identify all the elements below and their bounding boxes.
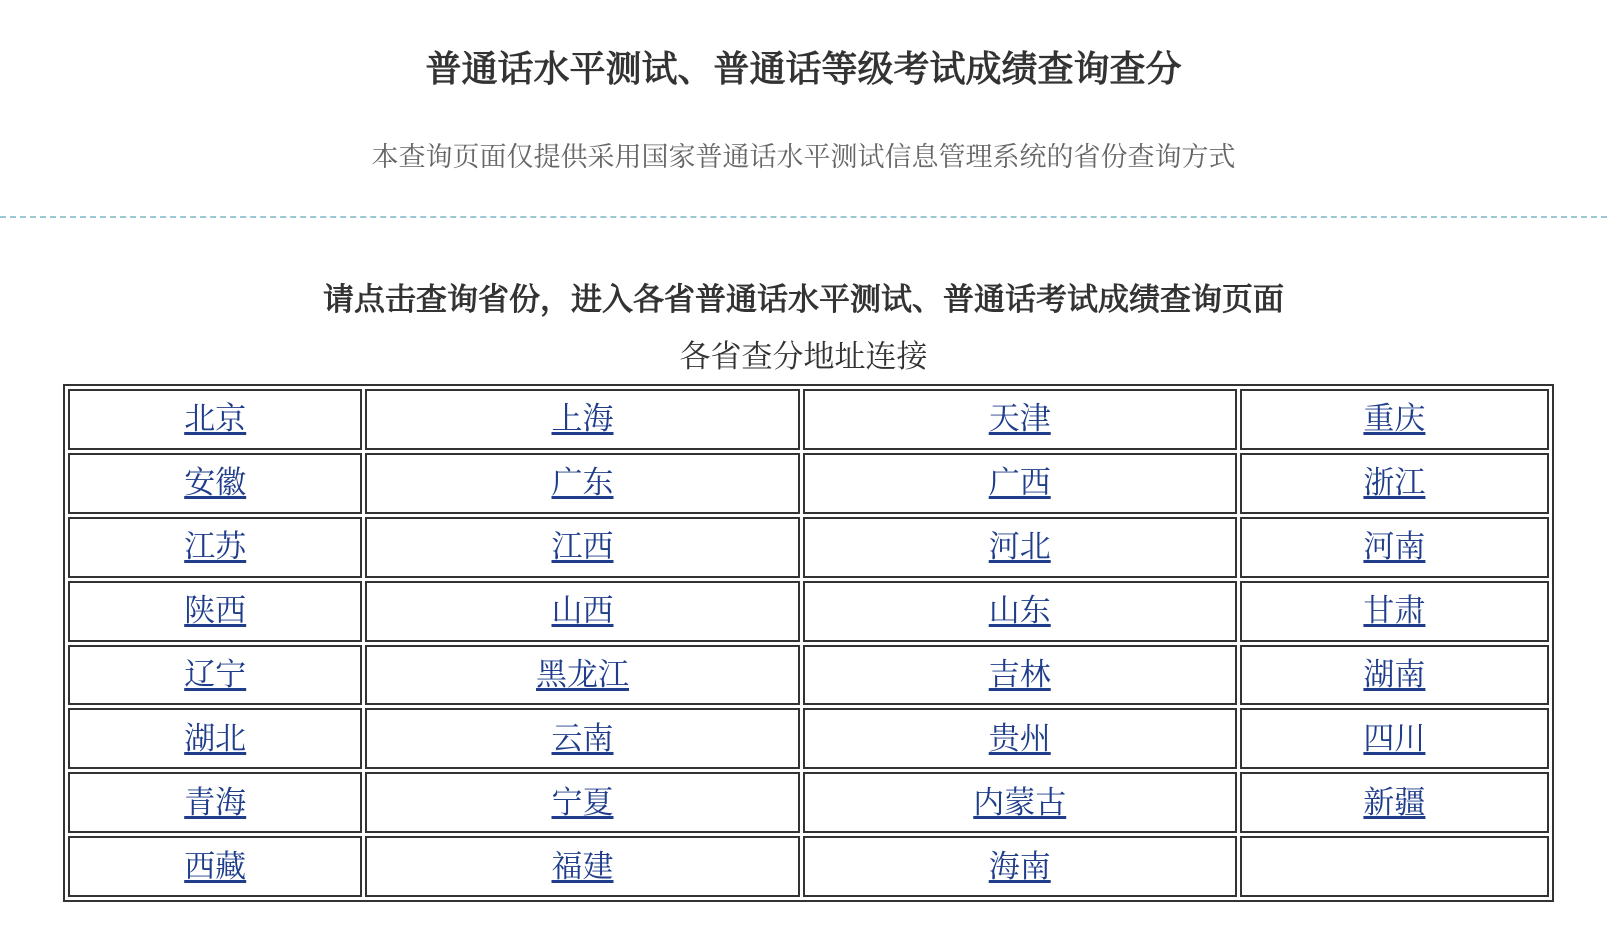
- table-row: [68, 836, 1549, 897]
- table-cell: [1240, 453, 1549, 514]
- empty-cell: [1240, 836, 1549, 897]
- province-link[interactable]: 湖北: [184, 720, 247, 757]
- table-cell: [1240, 645, 1549, 706]
- table-cell: [803, 581, 1237, 642]
- province-link[interactable]: 广西: [988, 465, 1051, 502]
- table-cell: [365, 581, 799, 642]
- table-cell: [68, 453, 362, 514]
- table-cell: [803, 645, 1237, 706]
- province-link[interactable]: 宁夏: [551, 784, 614, 821]
- table-row: [68, 389, 1549, 450]
- table-row: [68, 581, 1549, 642]
- page-title: 普通话水平测试、普通话等级考试成绩查询查分: [425, 49, 1182, 90]
- table-row: [68, 453, 1549, 514]
- table-row: [68, 517, 1549, 578]
- province-link[interactable]: 湖南: [1363, 656, 1426, 693]
- province-link[interactable]: 甘肃: [1363, 593, 1426, 630]
- province-link[interactable]: 黑龙江: [536, 656, 629, 693]
- province-link[interactable]: 云南: [551, 720, 614, 757]
- table-caption: 各省查分地址连接: [679, 339, 928, 375]
- province-link[interactable]: 河南: [1363, 529, 1426, 566]
- table-cell: [365, 453, 799, 514]
- table-cell: [1240, 389, 1549, 450]
- table-cell: [68, 836, 362, 897]
- dashed-divider: [0, 216, 1607, 218]
- table-cell: [365, 389, 799, 450]
- table-cell: [1240, 517, 1549, 578]
- province-link[interactable]: 海南: [988, 848, 1051, 885]
- table-cell: [803, 389, 1237, 450]
- table-row: [68, 708, 1549, 769]
- province-link[interactable]: 四川: [1363, 720, 1426, 757]
- province-link[interactable]: 河北: [988, 529, 1051, 566]
- instruction-heading: 请点击查询省份，进入各省普通话水平测试、普通话考试成绩查询页面: [323, 282, 1284, 318]
- province-link[interactable]: 吉林: [988, 656, 1051, 693]
- table-cell: [68, 581, 362, 642]
- province-link[interactable]: 上海: [551, 401, 614, 438]
- province-link[interactable]: 西藏: [184, 848, 247, 885]
- table-cell: [365, 645, 799, 706]
- province-link[interactable]: 江苏: [184, 529, 247, 566]
- province-link[interactable]: 广东: [551, 465, 614, 502]
- table-cell: [803, 708, 1237, 769]
- table-cell: [68, 517, 362, 578]
- table-cell: [803, 772, 1237, 833]
- province-link[interactable]: 新疆: [1363, 784, 1426, 821]
- table-cell: [1240, 581, 1549, 642]
- table-cell: [68, 708, 362, 769]
- province-link[interactable]: 山西: [551, 593, 614, 630]
- province-link[interactable]: 重庆: [1363, 401, 1426, 438]
- province-link[interactable]: 浙江: [1363, 465, 1426, 502]
- province-link[interactable]: 北京: [184, 401, 247, 438]
- province-link[interactable]: 辽宁: [184, 656, 247, 693]
- province-link[interactable]: 陕西: [184, 593, 247, 630]
- table-cell: [365, 836, 799, 897]
- table-cell: [803, 517, 1237, 578]
- page-subtitle: 本查询页面仅提供采用国家普通话水平测试信息管理系统的省份查询方式: [371, 142, 1236, 173]
- table-cell: [68, 389, 362, 450]
- province-link[interactable]: 天津: [988, 401, 1051, 438]
- province-link[interactable]: 内蒙古: [973, 784, 1067, 821]
- table-cell: [365, 772, 799, 833]
- province-link[interactable]: 青海: [184, 784, 247, 821]
- table-cell: [803, 836, 1237, 897]
- table-cell: [1240, 708, 1549, 769]
- table-row: [68, 772, 1549, 833]
- table-cell: [365, 517, 799, 578]
- table-cell: [68, 772, 362, 833]
- province-link[interactable]: 安徽: [184, 465, 247, 502]
- table-row: [68, 645, 1549, 706]
- table-cell: [68, 645, 362, 706]
- province-table: [63, 384, 1554, 902]
- province-link[interactable]: 贵州: [988, 720, 1051, 757]
- table-cell: [803, 453, 1237, 514]
- province-link[interactable]: 江西: [551, 529, 614, 566]
- table-cell: [1240, 772, 1549, 833]
- province-link[interactable]: 山东: [988, 593, 1051, 630]
- table-cell: [365, 708, 799, 769]
- province-link[interactable]: 福建: [551, 848, 614, 885]
